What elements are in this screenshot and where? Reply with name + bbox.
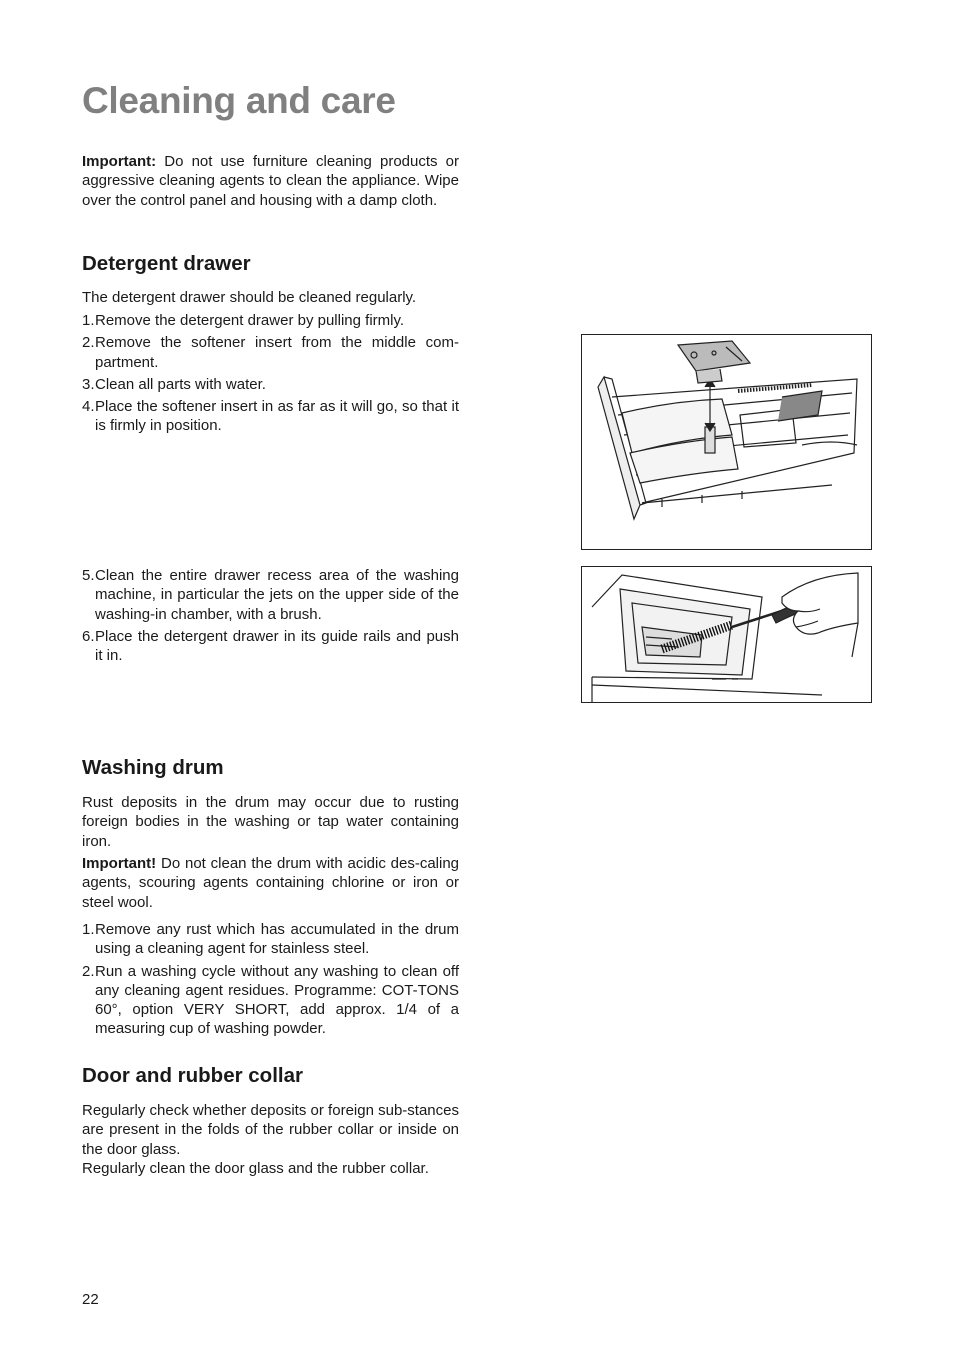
step-number: 1.: [82, 312, 95, 329]
important-label: Important:: [82, 153, 157, 170]
step-number: 1.: [82, 921, 95, 938]
list-item: [82, 397, 459, 436]
drawer-softener-drawing: [582, 335, 871, 549]
step-text: Remove the softener insert from the middle com-partment.: [95, 334, 459, 371]
step-number: 5.: [82, 567, 95, 584]
intro-text: Do not use furniture cleaning products or aggressive cleaning agents to clean the appliance. Wipe over the control panel and housing with a damp cloth.: [82, 153, 459, 209]
detergent-steps-5-6: [82, 566, 459, 668]
important-text: Do not clean the drum with acidic des-caling agents, scouring agents containing chlorine or iron or steel wool.: [82, 855, 460, 911]
washing-drum-important: [82, 854, 459, 912]
washing-drum-text: Rust deposits in the drum may occur due to rusting foreign bodies in the washing or tap water containing iron.: [82, 794, 459, 850]
detergent-drawer-intro: The detergent drawer should be cleaned regularly.: [82, 289, 417, 306]
step-number: 2.: [82, 962, 95, 980]
door-collar-text: Regularly check whether deposits or foreign sub-stances are present in the folds of the rubber collar or inside on the door glass.: [82, 1102, 459, 1158]
list-item: [82, 627, 459, 666]
list-item: [82, 311, 459, 330]
step-text: Place the detergent drawer in its guide rails and push it in.: [95, 627, 459, 665]
important-label: Important!: [82, 855, 157, 872]
list-item: [82, 566, 459, 624]
step-number: 3.: [82, 375, 95, 393]
step-number: 2.: [82, 334, 95, 352]
recess-brush-drawing: [582, 567, 871, 702]
washing-drum-heading: Washing drum: [82, 756, 224, 779]
step-text: Remove any rust which has accumulated in the drum using a cleaning agent for stainless steel.: [95, 921, 459, 958]
washing-drum-steps: [82, 920, 459, 1042]
step-text: Run a washing cycle without any washing to clean off any cleaning agent residues. Programme: COT-TONS 60°, option VERY SHORT, add approx. 1/4 of a measuring cup of washing powder.: [95, 962, 459, 1038]
door-collar-text-2: Regularly clean the door glass and the rubber collar.: [82, 1160, 429, 1177]
door-collar-heading: Door and rubber collar: [82, 1064, 303, 1087]
step-number: 6.: [82, 627, 95, 645]
list-item: [82, 375, 459, 394]
list-item: [82, 920, 459, 959]
step-text: Place the softener insert in as far as it will go, so that it is firmly in position.: [95, 398, 459, 435]
page-number: 22: [82, 1291, 99, 1308]
detergent-steps-1-4: [82, 311, 459, 439]
drawer-recess-illustration: [581, 566, 872, 703]
step-text: Clean all parts with water.: [95, 375, 266, 393]
list-item: [82, 333, 459, 372]
intro-paragraph: [82, 152, 459, 210]
list-item: [82, 962, 459, 1039]
detergent-drawer-heading: Detergent drawer: [82, 252, 251, 275]
detergent-drawer-illustration: [581, 334, 872, 550]
step-text: Clean the entire drawer recess area of the washing machine, in particular the jets on the upper side of the washing-in chamber, with a brush.: [95, 567, 459, 623]
page-title: Cleaning and care: [82, 80, 396, 121]
step-text: Remove the detergent drawer by pulling firmly.: [95, 312, 405, 329]
step-number: 4.: [82, 398, 95, 416]
